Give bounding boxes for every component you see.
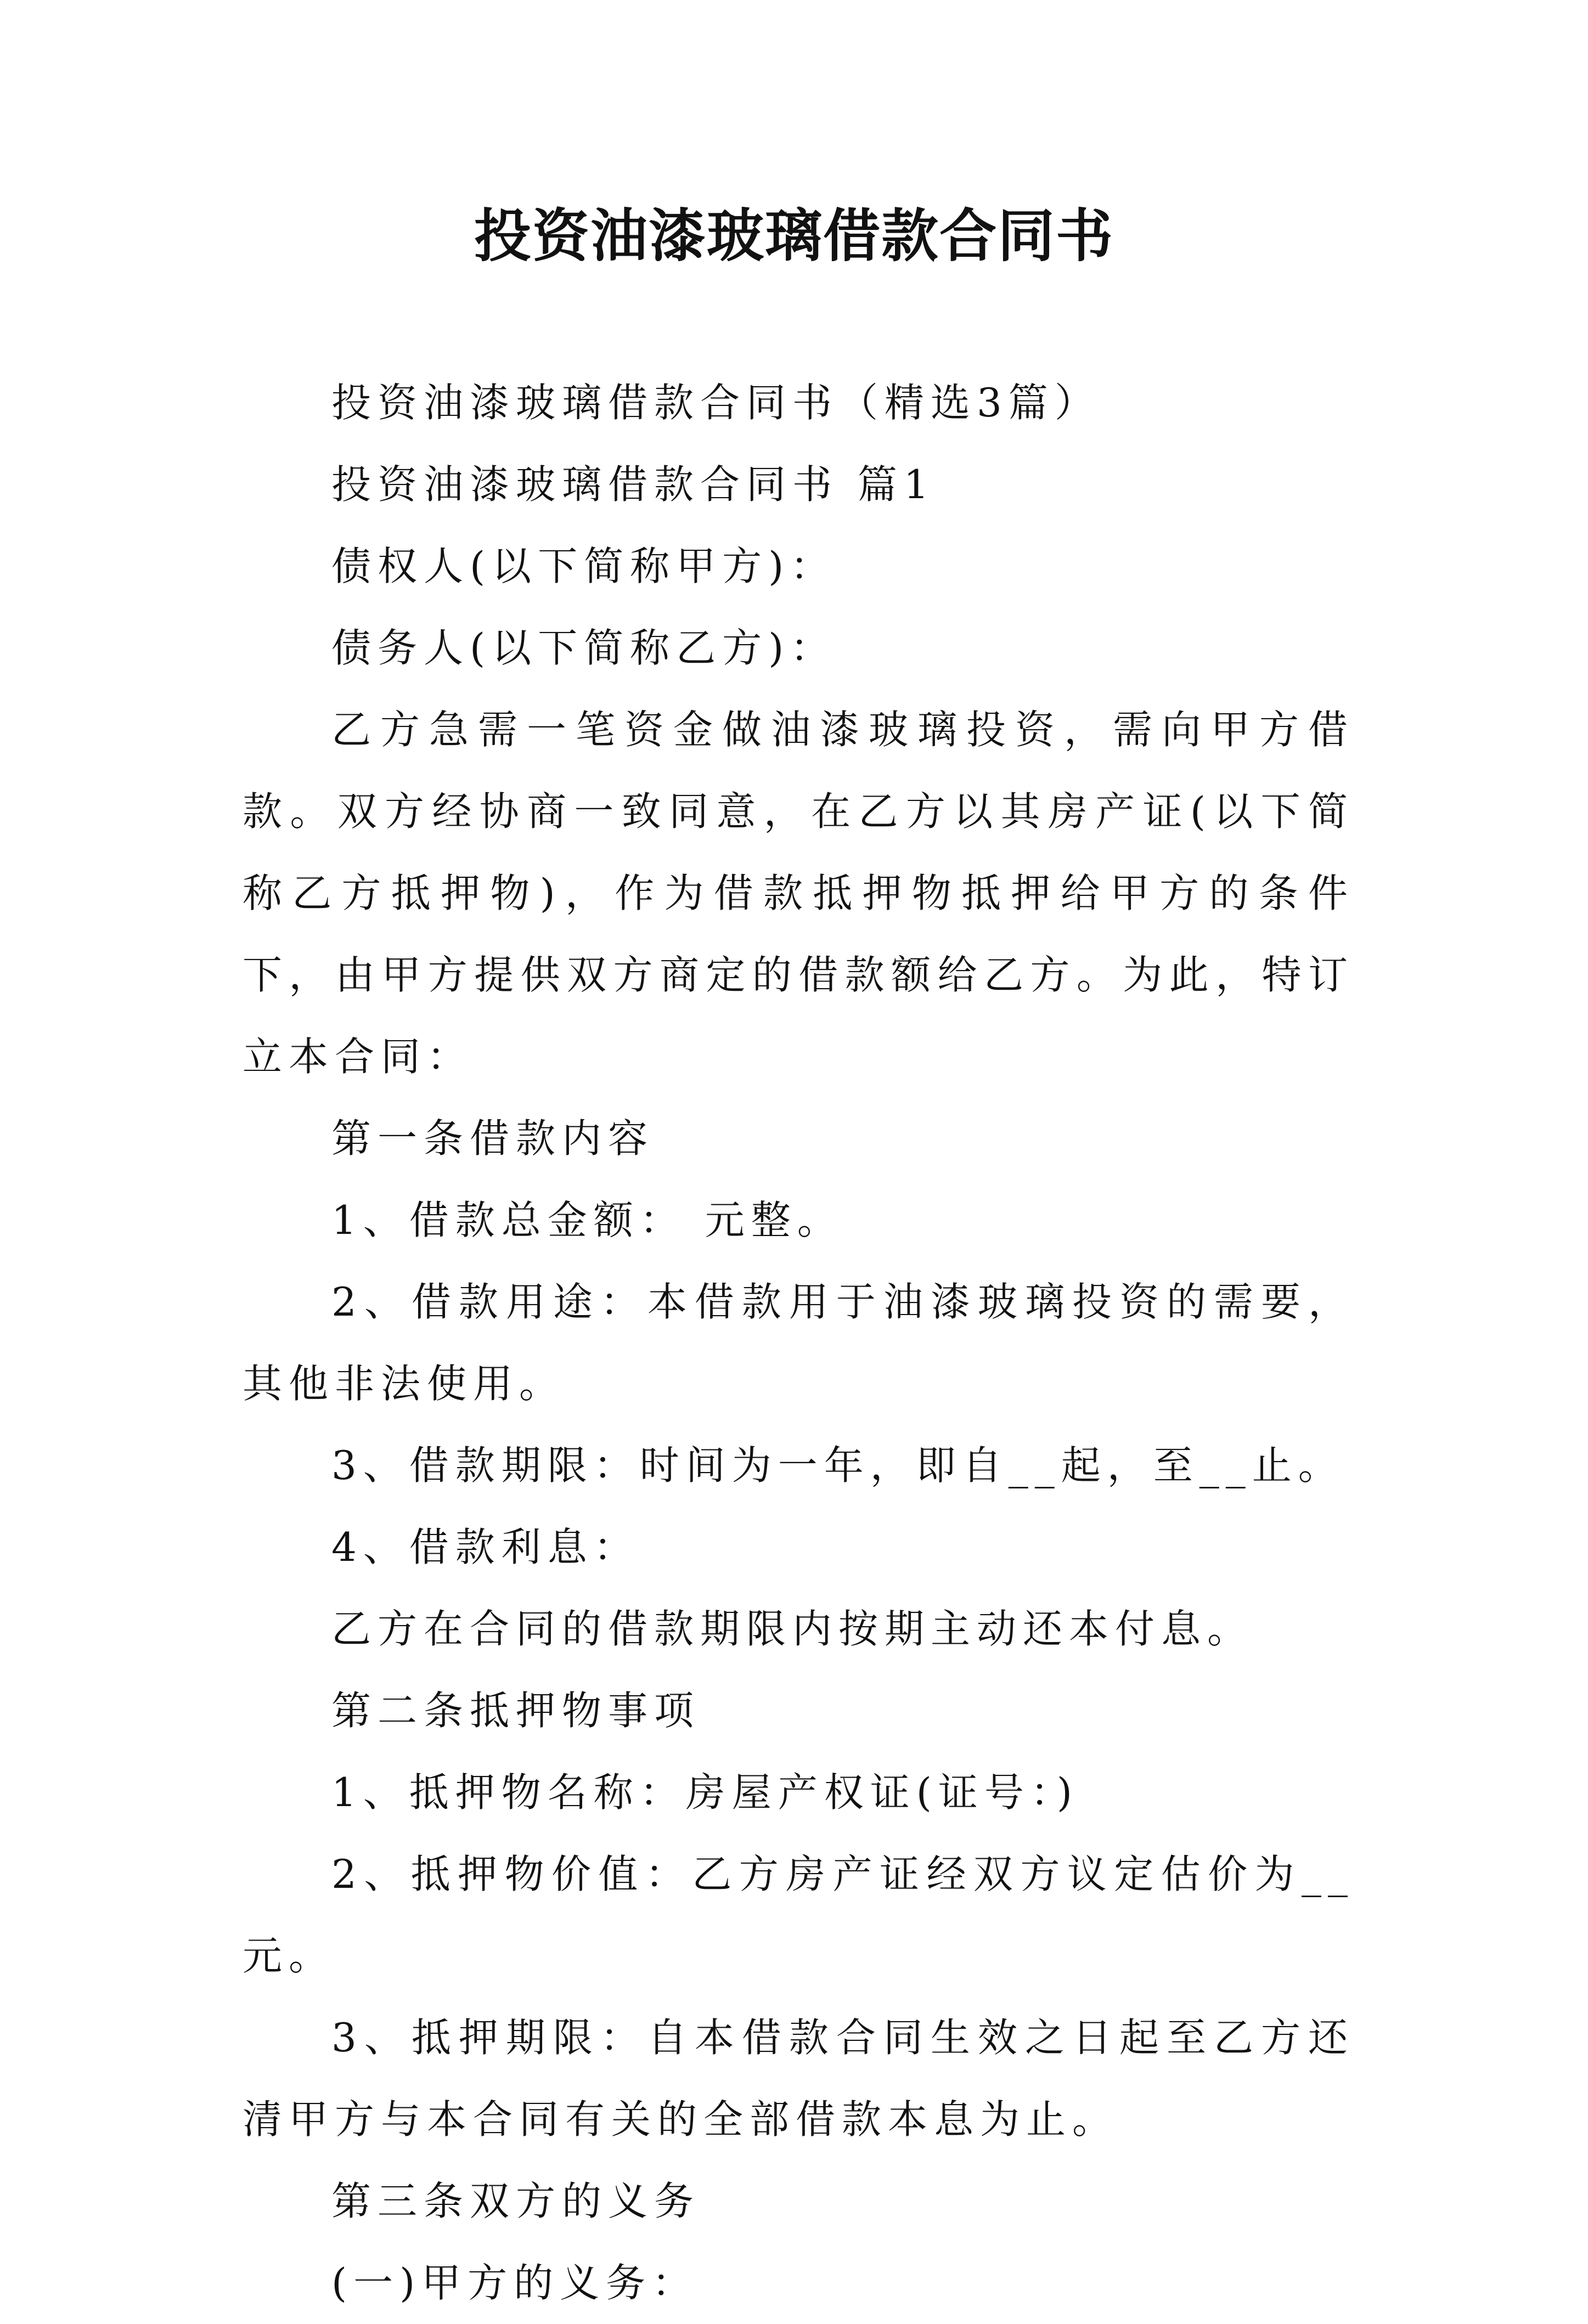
paragraph-debtor: 债务人(以下简称乙方)：: [331, 625, 837, 671]
paragraph-loan-amount: 1、借款总金额： 元整。: [331, 1197, 843, 1243]
paragraph-repayment: 乙方在合同的借款期限内按期主动还本付息。: [331, 1606, 1254, 1652]
paragraph-party-a-obligations: (一)甲方的义务：: [331, 2260, 699, 2306]
paragraph-preamble: 乙方急需一笔资金做油漆玻璃投资，需向甲方借款。双方经协商一致同意，在乙方以其房产证(以下简称乙方抵押物)，作为借款抵押物抵押给甲方的条件下，由甲方提供双方商定的借款额给乙方。为此，特订立本合同：: [243, 707, 1354, 1080]
paragraph-heading-part-1: 投资油漆玻璃借款合同书 篇1: [331, 461, 936, 507]
paragraph-article-3-heading: 第三条双方的义务: [331, 2178, 701, 2224]
paragraph-article-1-heading: 第一条借款内容: [331, 1115, 655, 1161]
document-body: [243, 362, 1354, 2324]
paragraph-collateral-value: 2、抵押物价值：乙方房产证经双方议定估价为__元。: [243, 1851, 1354, 1979]
paragraph-collateral-term: 3、抵押期限：自本借款合同生效之日起至乙方还清甲方与本合同有关的全部借款本息为止。: [243, 2015, 1354, 2142]
paragraph-loan-purpose: 2、借款用途：本借款用于油漆玻璃投资的需要，其他非法使用。: [243, 1279, 1354, 1407]
paragraph-collateral-name: 1、抵押物名称：房屋产权证(证号：): [331, 1769, 1079, 1815]
paragraph-loan-interest: 4、借款利息：: [331, 1524, 640, 1570]
document-title: 投资油漆玻璃借款合同书: [474, 202, 1114, 269]
paragraph-article-2-heading: 第二条抵押物事项: [331, 1688, 701, 1734]
paragraph-creditor: 债权人(以下简称甲方)：: [331, 543, 837, 589]
paragraph-loan-term: 3、借款期限：时间为一年，即自__起，至__止。: [331, 1442, 1344, 1488]
paragraph-heading-collection: 投资油漆玻璃借款合同书（精选3篇）: [331, 380, 1101, 426]
